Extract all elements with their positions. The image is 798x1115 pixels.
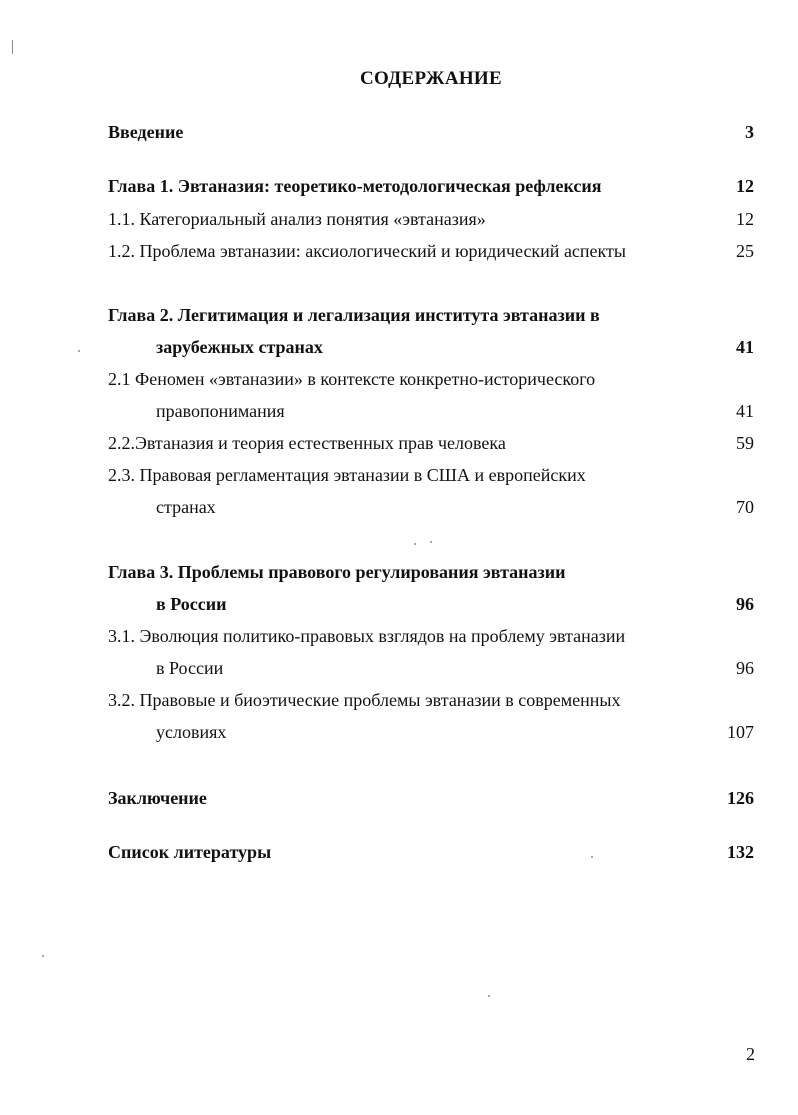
toc-entry-section-2-3-cont[interactable] <box>108 493 754 521</box>
toc-entry-introduction[interactable] <box>108 118 754 146</box>
toc-entry-section-2-2[interactable] <box>108 429 754 457</box>
toc-entry-section-3-1-cont[interactable] <box>108 654 754 682</box>
toc-entry-page: 41 <box>736 337 754 357</box>
toc-entry-label: Список литературы <box>108 842 272 862</box>
toc-entry-label: 1.2. Проблема эвтаназии: аксиологический и юридический аспекты <box>108 241 627 261</box>
toc-entry-section-3-2-cont[interactable] <box>108 718 754 746</box>
scan-speck <box>12 40 13 54</box>
toc-entry-label: 2.3. Правовая регламентация эвтаназии в США и европейских <box>108 465 586 485</box>
toc-entry-conclusion[interactable] <box>108 784 754 812</box>
toc-entry-section-2-1[interactable] <box>108 365 754 393</box>
toc-entry-page: 41 <box>736 401 754 421</box>
toc-entry-page: 70 <box>736 497 754 517</box>
scan-speck <box>430 541 432 543</box>
toc-entry-page: 25 <box>736 241 754 261</box>
toc-entry-page: 126 <box>727 788 754 808</box>
toc-entry-label: странах <box>156 497 216 517</box>
toc-entry-chapter-2-cont[interactable] <box>108 333 754 361</box>
toc-entry-chapter-3[interactable] <box>108 558 754 586</box>
toc-entry-bibliography[interactable] <box>108 838 754 866</box>
toc-entry-label: условиях <box>156 722 227 742</box>
scan-speck <box>42 955 44 957</box>
toc-entry-page: 59 <box>736 433 754 453</box>
toc-entry-label: Введение <box>108 122 184 142</box>
toc-entry-label: в России <box>156 594 227 614</box>
toc-entry-label: 2.1 Феномен «эвтаназии» в контексте конкретно-исторического <box>108 369 596 389</box>
toc-entry-section-2-3[interactable] <box>108 461 754 489</box>
toc-entry-section-1-2[interactable] <box>108 237 754 265</box>
toc-entry-chapter-2[interactable] <box>108 301 754 329</box>
toc-entry-label: 1.1. Категориальный анализ понятия «эвтаназия» <box>108 209 486 229</box>
toc-entry-page: 96 <box>736 658 754 678</box>
scan-speck <box>591 856 593 858</box>
page-title: СОДЕРЖАНИЕ <box>360 68 502 89</box>
toc-entry-label: Заключение <box>108 788 207 808</box>
toc-entry-page: 132 <box>727 842 754 862</box>
toc-entry-section-3-1[interactable] <box>108 622 754 650</box>
toc-entry-page: 3 <box>745 122 754 142</box>
toc-entry-label: правопонимания <box>156 401 285 421</box>
scan-speck <box>488 995 490 997</box>
toc-entry-section-3-2[interactable] <box>108 686 754 714</box>
scan-speck <box>78 350 80 352</box>
toc-entry-label: 3.1. Эволюция политико-правовых взглядов на проблему эвтаназии <box>108 626 626 646</box>
toc-entry-section-1-1[interactable] <box>108 205 754 233</box>
page-number: 2 <box>746 1044 755 1064</box>
toc-entry-label: Глава 2. Легитимация и легализация института эвтаназии в <box>108 305 600 325</box>
toc-entry-label: в России <box>156 658 224 678</box>
toc-entry-label: 2.2.Эвтаназия и теория естественных прав человека <box>108 433 506 453</box>
toc-entry-label: 3.2. Правовые и биоэтические проблемы эвтаназии в современных <box>108 690 621 710</box>
toc-entry-page: 12 <box>736 176 754 196</box>
toc-entry-page: 107 <box>727 722 754 742</box>
toc-entry-page: 96 <box>736 594 754 614</box>
toc-entry-page: 12 <box>736 209 754 229</box>
toc-entry-label: Глава 3. Проблемы правового регулирования эвтаназии <box>108 562 566 582</box>
toc-entry-label: зарубежных странах <box>156 337 323 357</box>
toc-entry-chapter-3-cont[interactable] <box>108 590 754 618</box>
toc-entry-chapter-1[interactable] <box>108 172 754 200</box>
scan-speck <box>414 543 416 545</box>
toc-entry-label: Глава 1. Эвтаназия: теоретико-методологическая рефлексия <box>108 176 602 196</box>
toc-entry-section-2-1-cont[interactable] <box>108 397 754 425</box>
